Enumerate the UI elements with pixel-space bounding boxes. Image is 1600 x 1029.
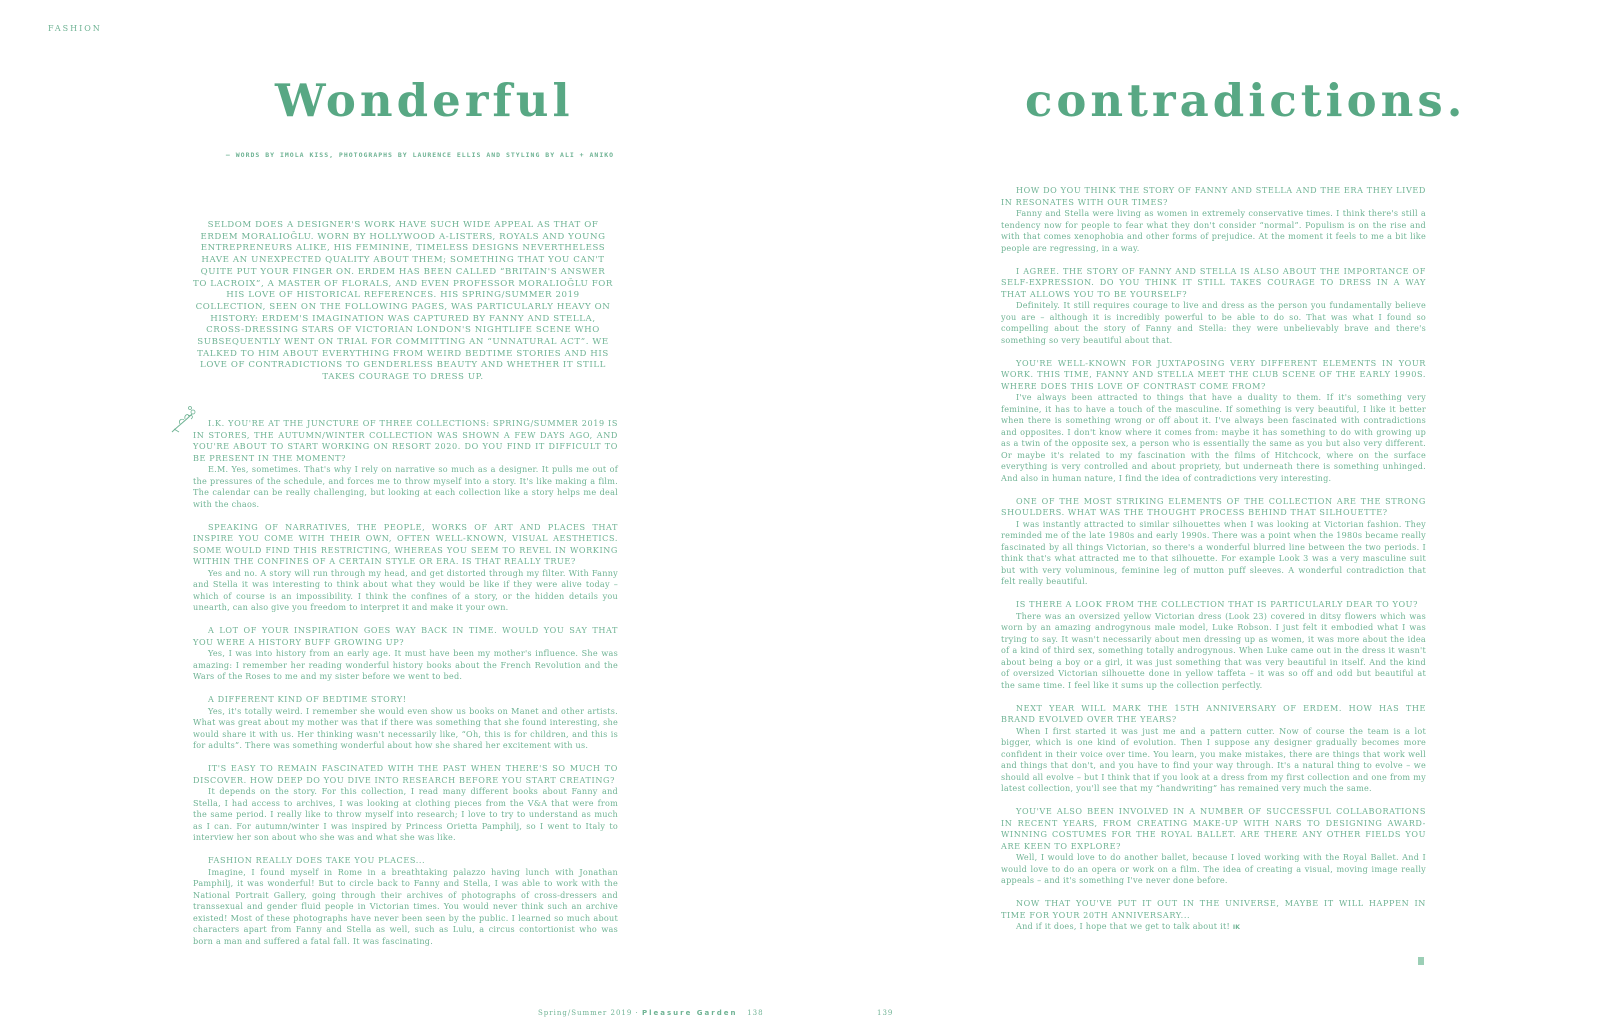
section-label: FASHION bbox=[48, 24, 102, 33]
footer-magazine: Pleasure Garden bbox=[642, 1009, 738, 1017]
answer: Well, I would love to do another ballet, because I loved working with the Royal Ballet. And I would love to do an opera or work on a film. The idea of creating a visual, moving image really appeals – and it's something I've never done before. bbox=[1001, 852, 1426, 885]
question: IT'S EASY TO REMAIN FASCINATED WITH THE PAST WHEN THERE'S SO MUCH TO DISCOVER. HOW DEEP DO YOU DIVE INTO RESEARCH BEFORE YOU START CREATING? bbox=[193, 763, 618, 785]
intro-paragraph: SELDOM DOES A DESIGNER'S WORK HAVE SUCH WIDE APPEAL AS THAT OF ERDEM MORALIOĞLU. WORN BY HOLLYWOOD A-LISTERS, ROYALS AND YOUNG ENTREPRENEURS ALIKE, HIS FEMININE, TIMELESS DESIGNS NEVERTHELESS HAVE AN UNEXPECTED QUALITY ABOUT THEM; SOMETHING THAT YOU CAN'T QUITE PUT YOUR FINGER ON. ERDEM HAS BEEN CALLED “BRITAIN'S ANSWER TO LACROIX”, A MASTER OF FLORALS, AND EVEN PROFESSOR MORALIOĞLU FOR HIS LOVE OF HISTORICAL REFERENCES. HIS SPRING/SUMMER 2019 COLLECTION, SEEN ON THE FOLLOWING PAGES, WAS PARTICULARLY HEAVY ON HISTORY: ERDEM'S IMAGINATION WAS CAPTURED BY FANNY AND STELLA, CROSS-DRESSING STARS OF VICTORIAN LONDON'S NIGHTLIFE SCENE WHO SUBSEQUENTLY WENT ON TRIAL FOR COMMITTING AN “UNNATURAL ACT”. WE TALKED TO HIM ABOUT EVERYTHING FROM WEIRD BEDTIME STORIES AND HIS LOVE OF CONTRADICTIONS TO GENDERLESS BEAUTY AND WHETHER IT STILL TAKES COURAGE TO DRESS UP. bbox=[193, 220, 613, 383]
qa-block bbox=[193, 418, 618, 510]
answer: I was instantly attracted to similar silhouettes when I was looking at Victorian fashion. They reminded me of the late 1980s and early 1990s. There was a point when the 1980s became really fascinated by all things Victorian, so there's a wonderful blurred line between the two periods. I think that's what attracted me to that silhouette. For example Look 3 was a very masculine suit but with very voluminous, feminine leg of mutton puff sleeves. A wonderful contradiction that felt really beautiful. bbox=[1001, 518, 1426, 586]
qa-block bbox=[193, 522, 618, 614]
qa-block bbox=[193, 694, 618, 752]
answer: It depends on the story. For this collection, I read many different books about Fanny and Stella, I had access to archives, I was looking at clothing pieces from the V&A that were from the same period. I really like to throw myself into research; I love to try to understand as much as I can. For autumn/winter I was inspired by Princess Orietta Pamphilj, so I went to Italy to interview her son about who she was and what she was like. bbox=[193, 786, 618, 842]
answer: Imagine, I found myself in Rome in a breathtaking palazzo having lunch with Jonathan Pamphilj, it was wonderful! But to circle back to Fanny and Stella, I was able to work with the National Portrait Gallery, going through their archives of photographs of cross-dressers and transsexual and gender fluid people in Victorian times. You would never think such an archive existed! Most of these photographs have never been seen by the public. I learned so much about characters apart from Fanny and Stella as well, such as Lulu, a circus contortionist who was born a man and suffered a fatal fall. It was fascinating. bbox=[193, 866, 618, 946]
qa-block bbox=[193, 625, 618, 683]
qa-block bbox=[193, 855, 618, 947]
question: SPEAKING OF NARRATIVES, THE PEOPLE, WORKS OF ART AND PLACES THAT INSPIRE YOU COME WITH THEIR OWN, OFTEN WELL-KNOWN, VISUAL AESTHETICS. SOME WOULD FIND THIS RESTRICTING, WHEREAS YOU SEEM TO REVEL IN WORKING WITHIN THE CONFINES OF A CERTAIN STYLE OR ERA. IS THAT REALLY TRUE? bbox=[193, 521, 618, 566]
answer: Yes, I was into history from an early age. It must have been my mother's influence. She was amazing: I remember her reading wonderful history books about the French Revolution and the Wars of the Roses to me and my sister before we went to bed. bbox=[193, 648, 618, 681]
question: A DIFFERENT KIND OF BEDTIME STORY! bbox=[208, 694, 407, 704]
answer: When I first started it was just me and a pattern cutter. Now of course the team is a lot bigger, which is one kind of evolution. Then I suppose any designer gradually becomes more confident in their voice over time. You learn, you make mistakes, there are things that work well and things that don't, and you have to find your way through. It's a natural thing to evolve – we should all evolve – but I think that if you look at a dress from my first collection and one from my latest collection, you'll see that my “handwriting” has remained very much the same. bbox=[1001, 725, 1426, 793]
answer: I've always been attracted to things that have a duality to them. If it's something very feminine, it has to have a touch of the masculine. If something is very beautiful, I like it better when there is something wrong or off about it. I've always been fascinated with contradictions and opposites. I don't know where it comes from: maybe it has something to do with growing up as a twin of the opposite sex, a person who is essentially the same as you but also very different. Or maybe it's related to my fascination with the films of Hitchcock, where on the surface everything is very controlled and about propriety, but underneath there is something unhinged. And also in human nature, I find the idea of contradictions very interesting. bbox=[1001, 392, 1426, 483]
question: NEXT YEAR WILL MARK THE 15TH ANNIVERSARY OF ERDEM. HOW HAS THE BRAND EVOLVED OVER THE YEARS? bbox=[1001, 702, 1426, 724]
answer: Definitely. It still requires courage to live and dress as the person you fundamentally believe you are – although it is incredibly powerful to be able to do so. That was what I found so compelling about the story of Fanny and Stella: they were unbelievably brave and there's something so very beautiful about that. bbox=[1001, 300, 1426, 345]
answer: There was an oversized yellow Victorian dress (Look 23) covered in ditsy flowers which was worn by an amazing androgynous male model, Luke Robson. I just felt it embodied what I was trying to say. It wasn't necessarily about men dressing up as women, it was more about the idea of a kind of third sex, something totally androgynous. When Luke came out in the dress it wasn't about being a boy or a girl, it was just something that was very beautiful in itself. And the kind of oversized Victorian silhouette done in yellow taffeta – it was so off and odd but beautiful at the same time. I feel like it sums up the collection perfectly. bbox=[1001, 610, 1426, 690]
answer: E.M. Yes, sometimes. That's why I rely on narrative so much as a designer. It pulls me out of the pressures of the schedule, and forces me to throw myself into a story. It's like making a film. The calendar can be really challenging, but looking at each collection like a story helps me deal with the chaos. bbox=[193, 464, 618, 509]
qa-block bbox=[1001, 806, 1426, 887]
headline-right: contradictions. bbox=[1025, 74, 1467, 127]
answer: Yes and no. A story will run through my head, and get distorted through my filter. With Fanny and Stella it was interesting to think about what they would be like if they were alive today – which of course is an impossibility. I think the confines of a story, or the hidden details you unearth, can also give you freedom to interpret it and make it your own. bbox=[193, 567, 618, 612]
qa-block bbox=[1001, 496, 1426, 588]
end-mark-icon bbox=[1418, 957, 1424, 965]
question: ONE OF THE MOST STRIKING ELEMENTS OF THE COLLECTION ARE THE STRONG SHOULDERS. WHAT WAS THE THOUGHT PROCESS BEHIND THAT SILHOUETTE? bbox=[1001, 495, 1426, 517]
answer bbox=[1001, 921, 1426, 934]
article-column-left bbox=[193, 418, 618, 959]
question: HOW DO YOU THINK THE STORY OF FANNY AND STELLA AND THE ERA THEY LIVED IN RESONATES WITH OUR TIMES? bbox=[1001, 185, 1426, 207]
page-number-left: 138 bbox=[747, 1009, 764, 1017]
question: I AGREE. THE STORY OF FANNY AND STELLA IS ALSO ABOUT THE IMPORTANCE OF SELF-EXPRESSION. DO YOU THINK IT STILL TAKES COURAGE TO DRESS IN A WAY THAT ALLOWS YOU TO BE YOURSELF? bbox=[1001, 265, 1426, 299]
answer-text: And if it does, I hope that we get to talk about it! bbox=[1016, 921, 1230, 931]
byline: — WORDS BY IMOLA KISS, PHOTOGRAPHS BY LAURENCE ELLIS AND STYLING BY ALI + ANIKO bbox=[225, 151, 615, 159]
qa-block bbox=[1001, 599, 1426, 691]
article-column-right bbox=[1001, 185, 1426, 945]
footer-left: Spring/Summer 2019 · Pleasure Garden 138 bbox=[538, 1009, 764, 1017]
answer: Yes, it's totally weird. I remember she would even show us books on Manet and other artists. What was great about my mother was that if there was something that she found interesting, she would share it with us. Her thinking wasn't necessarily like, “Oh, this is for children, and this is for adults”. There was something wonderful about how she shared her excitement with us. bbox=[193, 705, 618, 750]
page-number-right: 139 bbox=[877, 1009, 894, 1017]
question: IS THERE A LOOK FROM THE COLLECTION THAT IS PARTICULARLY DEAR TO YOU? bbox=[1016, 599, 1419, 609]
question: YOU'VE ALSO BEEN INVOLVED IN A NUMBER OF SUCCESSFUL COLLABORATIONS IN RECENT YEARS, FROM CREATING MAKE-UP WITH NARS TO DESIGNING AWARD-WINNING COSTUMES FOR THE ROYAL BALLET. ARE THERE ANY OTHER FIELDS YOU ARE KEEN TO EXPLORE? bbox=[1001, 806, 1426, 851]
answer: Fanny and Stella were living as women in extremely conservative times. I think there's still a tendency now for people to fear what they don't consider “normal”. Populism is on the rise and with that comes xenophobia and other forms of prejudice. At the moment it feels to me a bit like people are regressing, in a way. bbox=[1001, 208, 1426, 253]
qa-block bbox=[1001, 266, 1426, 347]
qa-block bbox=[1001, 358, 1426, 485]
question: FASHION REALLY DOES TAKE YOU PLACES... bbox=[208, 855, 426, 865]
question: A LOT OF YOUR INSPIRATION GOES WAY BACK IN TIME. WOULD YOU SAY THAT YOU WERE A HISTORY BUFF GROWING UP? bbox=[193, 625, 618, 647]
qa-block bbox=[1001, 898, 1426, 934]
question: I.K. YOU'RE AT THE JUNCTURE OF THREE COLLECTIONS: SPRING/SUMMER 2019 IS IN STORES, THE AUTUMN/WINTER COLLECTION WAS SHOWN A FEW DAYS AGO, AND YOU'RE ABOUT TO START WORKING ON RESORT 2020. DO YOU FIND IT DIFFICULT TO BE PRESENT IN THE MOMENT? bbox=[193, 418, 618, 463]
qa-block bbox=[1001, 185, 1426, 254]
qa-block bbox=[1001, 703, 1426, 795]
author-signature: IK bbox=[1232, 924, 1241, 931]
footer-issue: Spring/Summer 2019 bbox=[538, 1009, 633, 1017]
qa-block bbox=[193, 763, 618, 844]
headline-left: Wonderful bbox=[275, 74, 574, 127]
question: YOU'RE WELL-KNOWN FOR JUXTAPOSING VERY DIFFERENT ELEMENTS IN YOUR WORK. THIS TIME, FANNY AND STELLA MEET THE CLUB SCENE OF THE EARLY 1990S. WHERE DOES THIS LOVE OF CONTRAST COME FROM? bbox=[1001, 357, 1426, 391]
question: NOW THAT YOU'VE PUT IT OUT IN THE UNIVERSE, MAYBE IT WILL HAPPEN IN TIME FOR YOUR 20TH ANNIVERSARY... bbox=[1001, 898, 1426, 920]
